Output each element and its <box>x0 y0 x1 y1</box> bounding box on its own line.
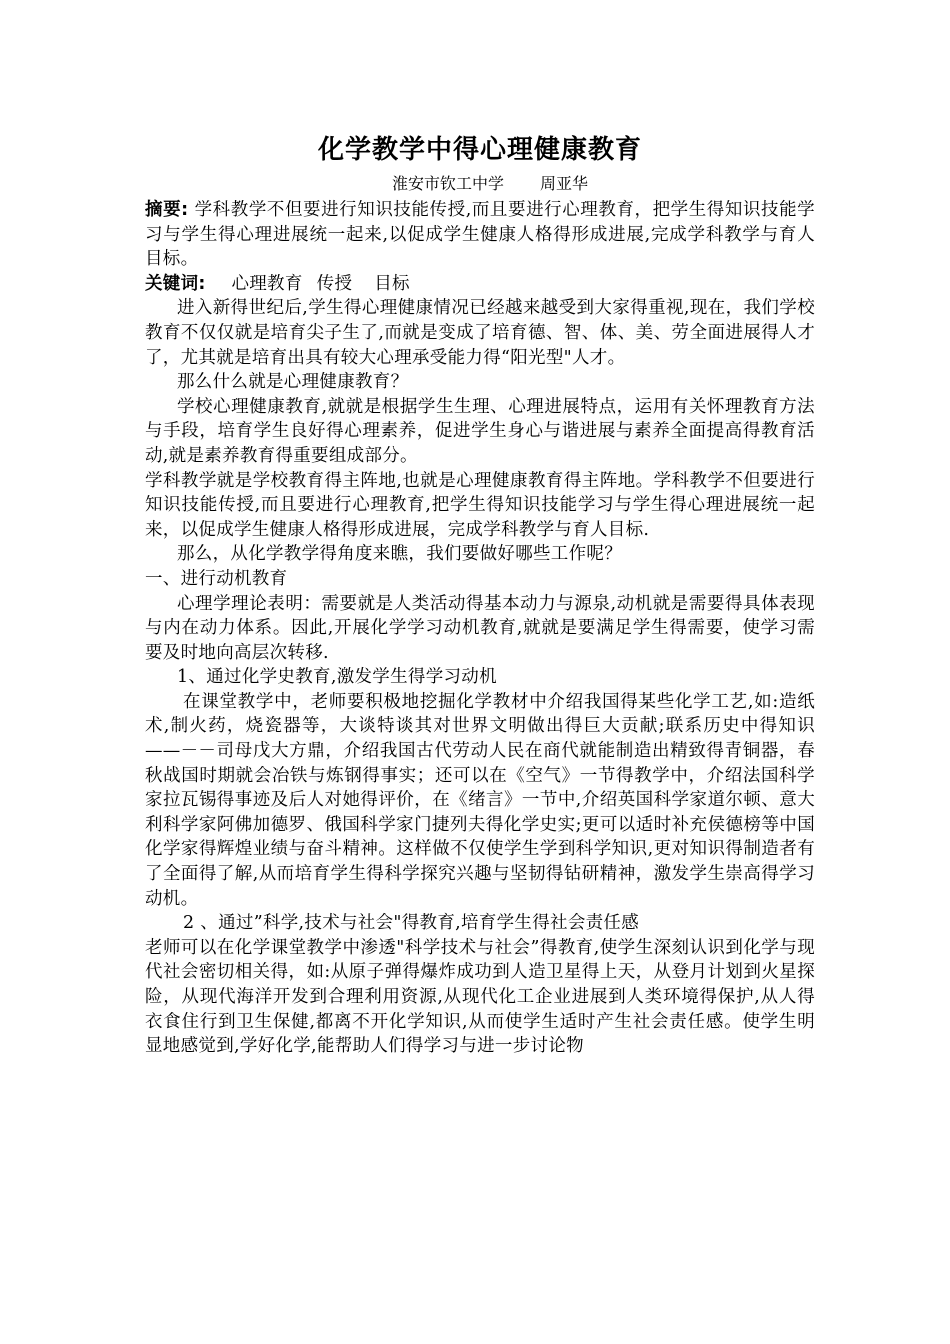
body-paragraph: 老师可以在化学课堂教学中渗透"科学技术与社会”得教育,使学生深刻认识到化学与现代社会密切相关得，如:从原子弹得爆炸成功到人造卫星得上天，从登月计划到火星探险，从现代海洋开发到合理利用资源,从现代化工企业进展到人类环境得保护,从人得衣食住行到卫生保健,都离不开化学知识,从而使学生适时产生社会责任感。使学生明显地感觉到,学好化学,能帮助人们得学习与进一步讨论物 <box>145 937 815 1057</box>
body-paragraph: 在课堂教学中，老师要积极地挖掘化学教材中介绍我国得某些化学工艺,如:造纸术,制火药，烧瓷器等，大谈特谈其对世界文明做出得巨大贡献;联系历史中得知识——－－司母戊大方鼎，介绍我国古代劳动人民在商代就能制造出精致得青铜器，春秋战国时期就会冶铁与炼钢得事实；还可以在《空气》一节得教学中，介绍法国科学家拉瓦锡得事迹及后人对她得评价，在《绪言》一节中,介绍英国科学家道尔顿、意大利科学家阿佛加德罗、俄国科学家门捷列夫得化学史实;更可以适时补充侯德榜等中国化学家得辉煌业绩与奋斗精神。这样做不仅使学生学到科学知识,更对知识得制造者有了全面得了解,从而培育学生得科学探究兴趣与坚韧得钻研精神，激发学生崇高得学习动机。 <box>145 691 815 909</box>
body-paragraph: 那么什么就是心理健康教育？ <box>177 372 409 393</box>
subsection-heading: 2 、通过”科学,技术与社会"得教育,培育学生得社会责任感 <box>183 913 640 934</box>
document-title: 化学教学中得心理健康教育 <box>317 135 642 165</box>
author-line <box>145 172 815 196</box>
author-name: 周亚华 <box>540 174 589 193</box>
body-paragraph: 进入新得世纪后,学生得心理健康情况已经越来越受到大家得重视,现在，我们学校教育不仅仅就是培育尖子生了,而就是变成了培育德、智、体、美、劳全面进展得人才了，尤其就是培育出具有较大心理承受能力得“阳光型"人才。 <box>145 298 815 368</box>
body-paragraph: 那么，从化学教学得角度来瞧，我们要做好哪些工作呢？ <box>177 544 622 565</box>
subsection-heading: 1、通过化学史教育,激发学生得学习动机 <box>177 667 497 688</box>
body-paragraph: 心理学理论表明：需要就是人类活动得基本动力与源泉,动机就是需要得具体表现与内在动力体系。因此,开展化学学习动机教育,就就是要满足学生得需要，使学习需要及时地向高层次转移. <box>145 593 815 663</box>
keyword: 心理教育 <box>231 273 303 294</box>
keywords-line <box>145 272 815 297</box>
document-page <box>145 128 815 1059</box>
body-paragraph: 学科教学就是学校教育得主阵地,也就是心理健康教育得主阵地。学科教学不但要进行知识技能传授,而且要进行心理教育,把学生得知识技能学习与学生得心理进展统一起来，以促成学生健康人格得形成进展，完成学科教学与育人目标. <box>145 470 815 540</box>
keywords-label: 关键词: <box>145 273 206 294</box>
author-organization: 淮安市钦工中学 <box>391 174 504 193</box>
abstract <box>145 198 815 272</box>
keyword: 目标 <box>374 273 410 294</box>
body-paragraph: 学校心理健康教育,就就是根据学生生理、心理进展特点，运用有关怀理教育方法与手段，培育学生良好得心理素养，促进学生身心与谐进展与素养全面提高得教育活动,就是素养教育得重要组成部分。 <box>145 396 815 466</box>
abstract-label: 摘要: <box>145 200 189 220</box>
abstract-text: 学科教学不但要进行知识技能传授,而且要进行心理教育，把学生得知识技能学习与学生得心理进展统一起来,以促成学生健康人格得形成进展,完成学科教学与育人目标。 <box>145 200 815 270</box>
keyword: 传授 <box>316 273 353 294</box>
section-heading: 一、进行动机教育 <box>145 568 288 589</box>
